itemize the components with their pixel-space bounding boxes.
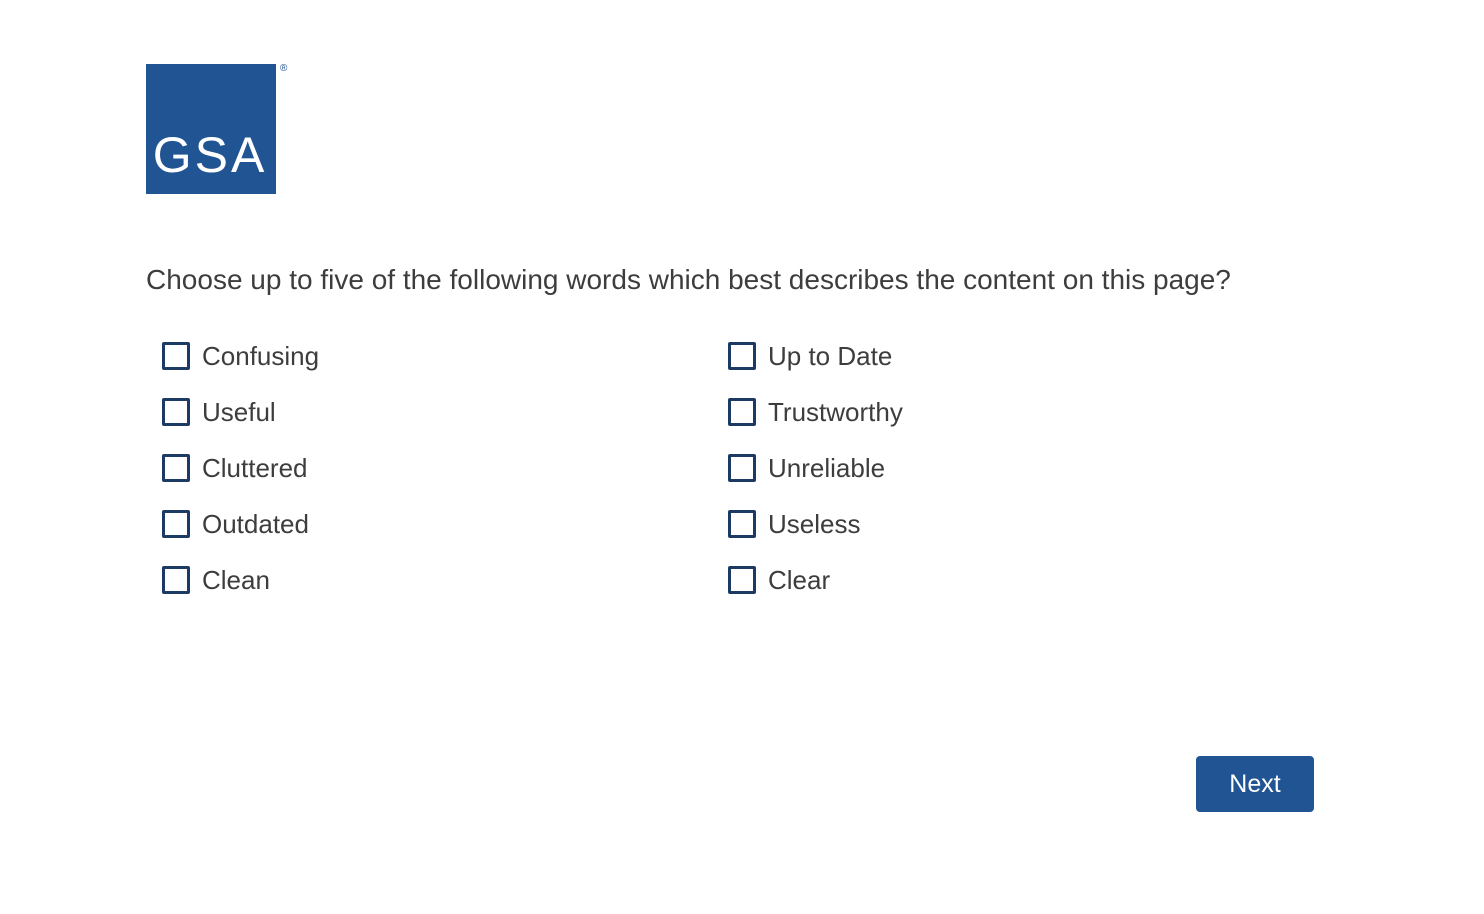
option-useful[interactable]	[162, 396, 276, 428]
option-label: Useless	[768, 509, 861, 539]
checkbox-empty-icon[interactable]	[728, 454, 756, 482]
option-unreliable[interactable]	[728, 452, 885, 484]
option-cluttered[interactable]	[162, 452, 308, 484]
checkbox-empty-icon[interactable]	[162, 566, 190, 594]
option-label: Clean	[202, 565, 270, 595]
option-label: Up to Date	[768, 341, 893, 371]
checkbox-empty-icon[interactable]	[162, 342, 190, 370]
option-label: Confusing	[202, 341, 320, 371]
option-label: Clear	[768, 565, 831, 595]
option-label: Cluttered	[202, 453, 308, 483]
checkbox-empty-icon[interactable]	[728, 342, 756, 370]
option-outdated[interactable]	[162, 508, 309, 540]
option-label: Trustworthy	[768, 397, 903, 427]
option-useless[interactable]	[728, 508, 860, 540]
gsa-logo-text: GSA	[152, 127, 268, 183]
option-clear[interactable]	[728, 564, 830, 596]
registered-mark: ®	[280, 63, 288, 74]
option-label: Outdated	[202, 509, 309, 539]
option-up-to-date[interactable]	[728, 340, 892, 372]
checkbox-empty-icon[interactable]	[162, 398, 190, 426]
survey-question: Choose up to five of the following words which best describes the content on this page?	[146, 264, 1231, 295]
next-button[interactable]: Next	[1196, 756, 1314, 812]
checkbox-empty-icon[interactable]	[728, 398, 756, 426]
checkbox-empty-icon[interactable]	[162, 454, 190, 482]
option-label: Unreliable	[768, 453, 886, 483]
option-confusing[interactable]	[162, 340, 319, 372]
option-label: Useful	[202, 397, 276, 427]
gsa-logo	[146, 64, 276, 194]
checkbox-empty-icon[interactable]	[728, 566, 756, 594]
gsa-logo-mark	[146, 64, 276, 194]
options-group	[162, 340, 1162, 620]
checkbox-empty-icon[interactable]	[162, 510, 190, 538]
option-trustworthy[interactable]	[728, 396, 903, 428]
option-clean[interactable]	[162, 564, 270, 596]
checkbox-empty-icon[interactable]	[728, 510, 756, 538]
